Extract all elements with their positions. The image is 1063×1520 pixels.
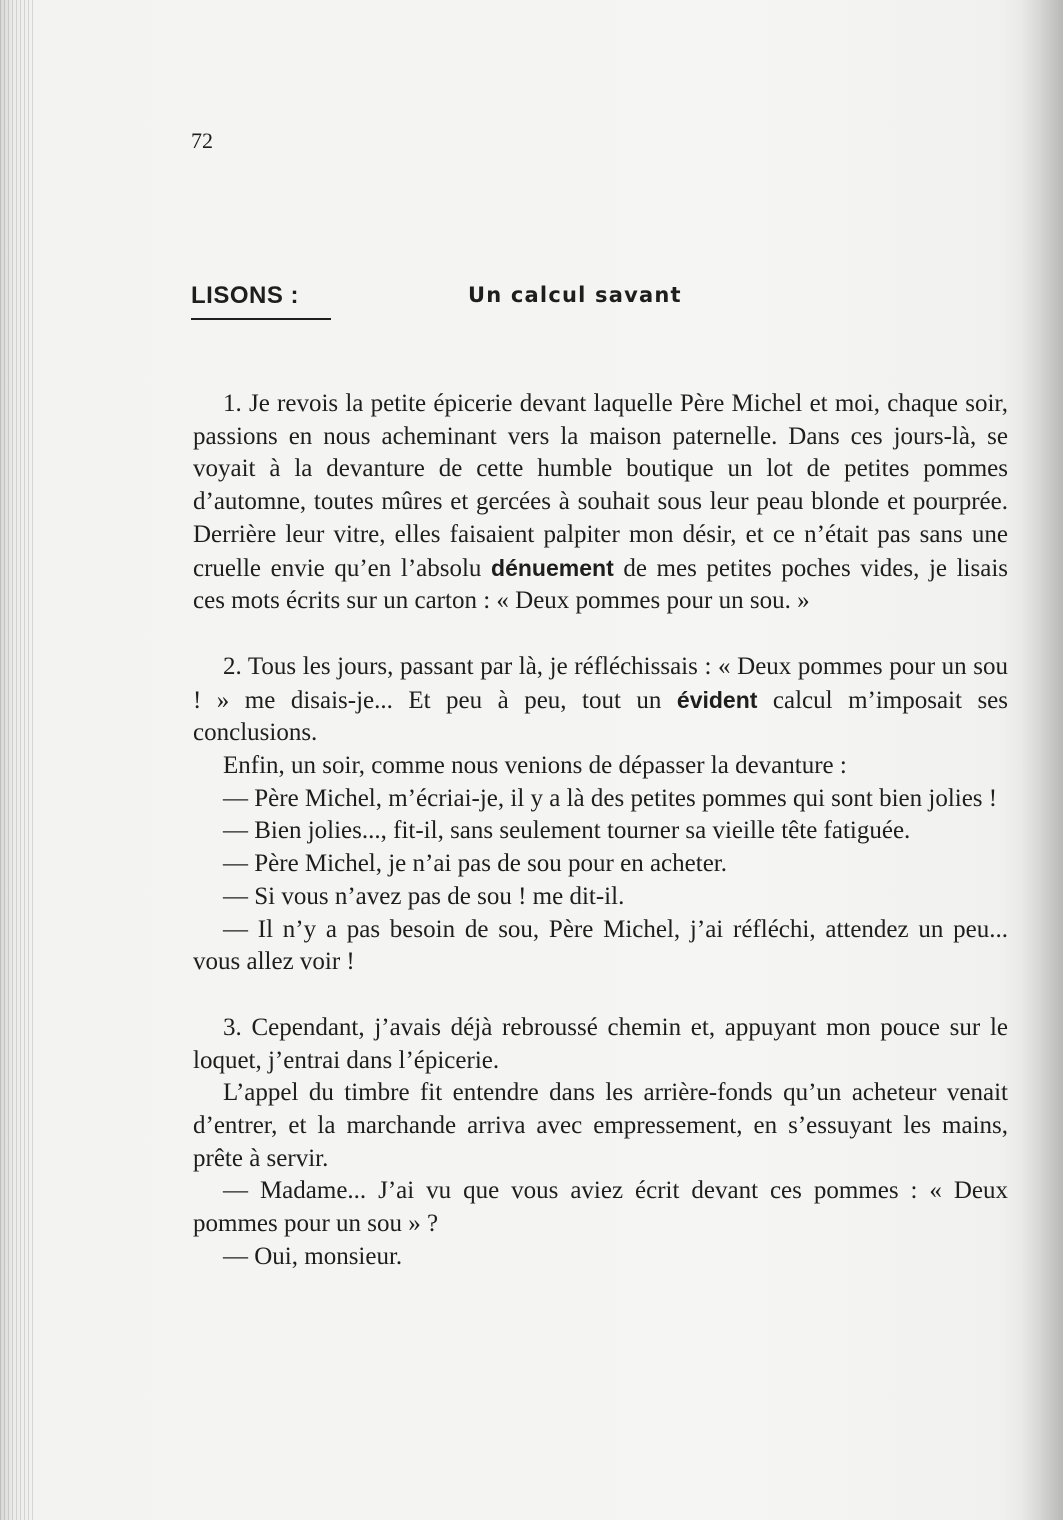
reading-text [193, 388, 1008, 1274]
paragraph-2 [193, 651, 1008, 750]
reading-title: Un calcul savant [468, 283, 682, 307]
narration-line: L’appel du timbre fit entendre dans les arrière-fonds qu’un acheteur venait d’entrer, et la marchande arriva avec empressement, en s’essuyant les mains, prête à servir. [193, 1079, 1008, 1172]
lesson-header [191, 282, 1011, 326]
paragraph-1 [193, 388, 1008, 618]
dialogue-line: — Madame... J’ai vu que vous aviez écrit devant ces pommes : « Deux pommes pour un sou » ? [193, 1177, 1008, 1238]
paragraph-1-text-b: de mes petites poches vides, je lisais ces mots écrits sur un carton : « Deux pommes pour un sou. » [193, 554, 1008, 615]
dialogue-line: — Il n’y a pas besoin de sou, Père Michel, j’ai réfléchi, attendez un peu... vous allez voir ! [193, 915, 1008, 976]
vocabulary-word-evident: évident [676, 686, 758, 713]
dialogue-line: — Père Michel, m’écriai-je, il y a là des petites pommes qui sont bien jolies ! [223, 784, 998, 812]
paragraph-2-text-a: 2. Tous les jours, passant par là, je réfléchissais : « Deux pommes pour un sou ! » me disais-je... Et peu à peu, tout un [193, 652, 1008, 714]
narration-line: Enfin, un soir, comme nous venions de dépasser la devanture : [223, 752, 847, 780]
paragraph-gap [193, 618, 1008, 651]
section-label: LISONS : [191, 282, 300, 309]
dialogue-line: — Bien jolies..., fit-il, sans seulement tourner sa vieille tête fatiguée. [223, 817, 911, 845]
dialogue-line: — Père Michel, je n’ai pas de sou pour en acheter. [223, 850, 727, 878]
page-edge-stack [0, 0, 34, 1520]
paragraph-2-text-b: calcul m’imposait ses conclusions. [193, 686, 1008, 747]
page-number: 72 [191, 128, 213, 153]
section-underline [191, 318, 331, 320]
paragraph-gap [193, 979, 1008, 1012]
dialogue-line: — Oui, monsieur. [223, 1242, 403, 1270]
spine-shadow [1021, 0, 1063, 1520]
vocabulary-word-denuement: dénuement [491, 554, 614, 581]
paragraph-3: 3. Cependant, j’avais déjà rebroussé chemin et, appuyant mon pouce sur le loquet, j’entrai dans l’épicerie. [193, 1013, 1008, 1074]
dialogue-line: — Si vous n’avez pas de sou ! me dit-il. [223, 882, 625, 910]
paragraph-1-text-a: 1. Je revois la petite épicerie devant laquelle Père Michel et moi, chaque soir, passions en nous acheminant vers la maison paternelle. Dans ces jours-là, se voyait à la devanture de cette humble boutique un lot de petites pommes d’automne, toutes mûres et gercées à souhait sous leur peau blonde et pourprée. Derrière leur vitre, elles faisaient palpiter mon désir, et ce n’était pas sans une cruelle envie qu’en l’absolu [193, 390, 1008, 582]
